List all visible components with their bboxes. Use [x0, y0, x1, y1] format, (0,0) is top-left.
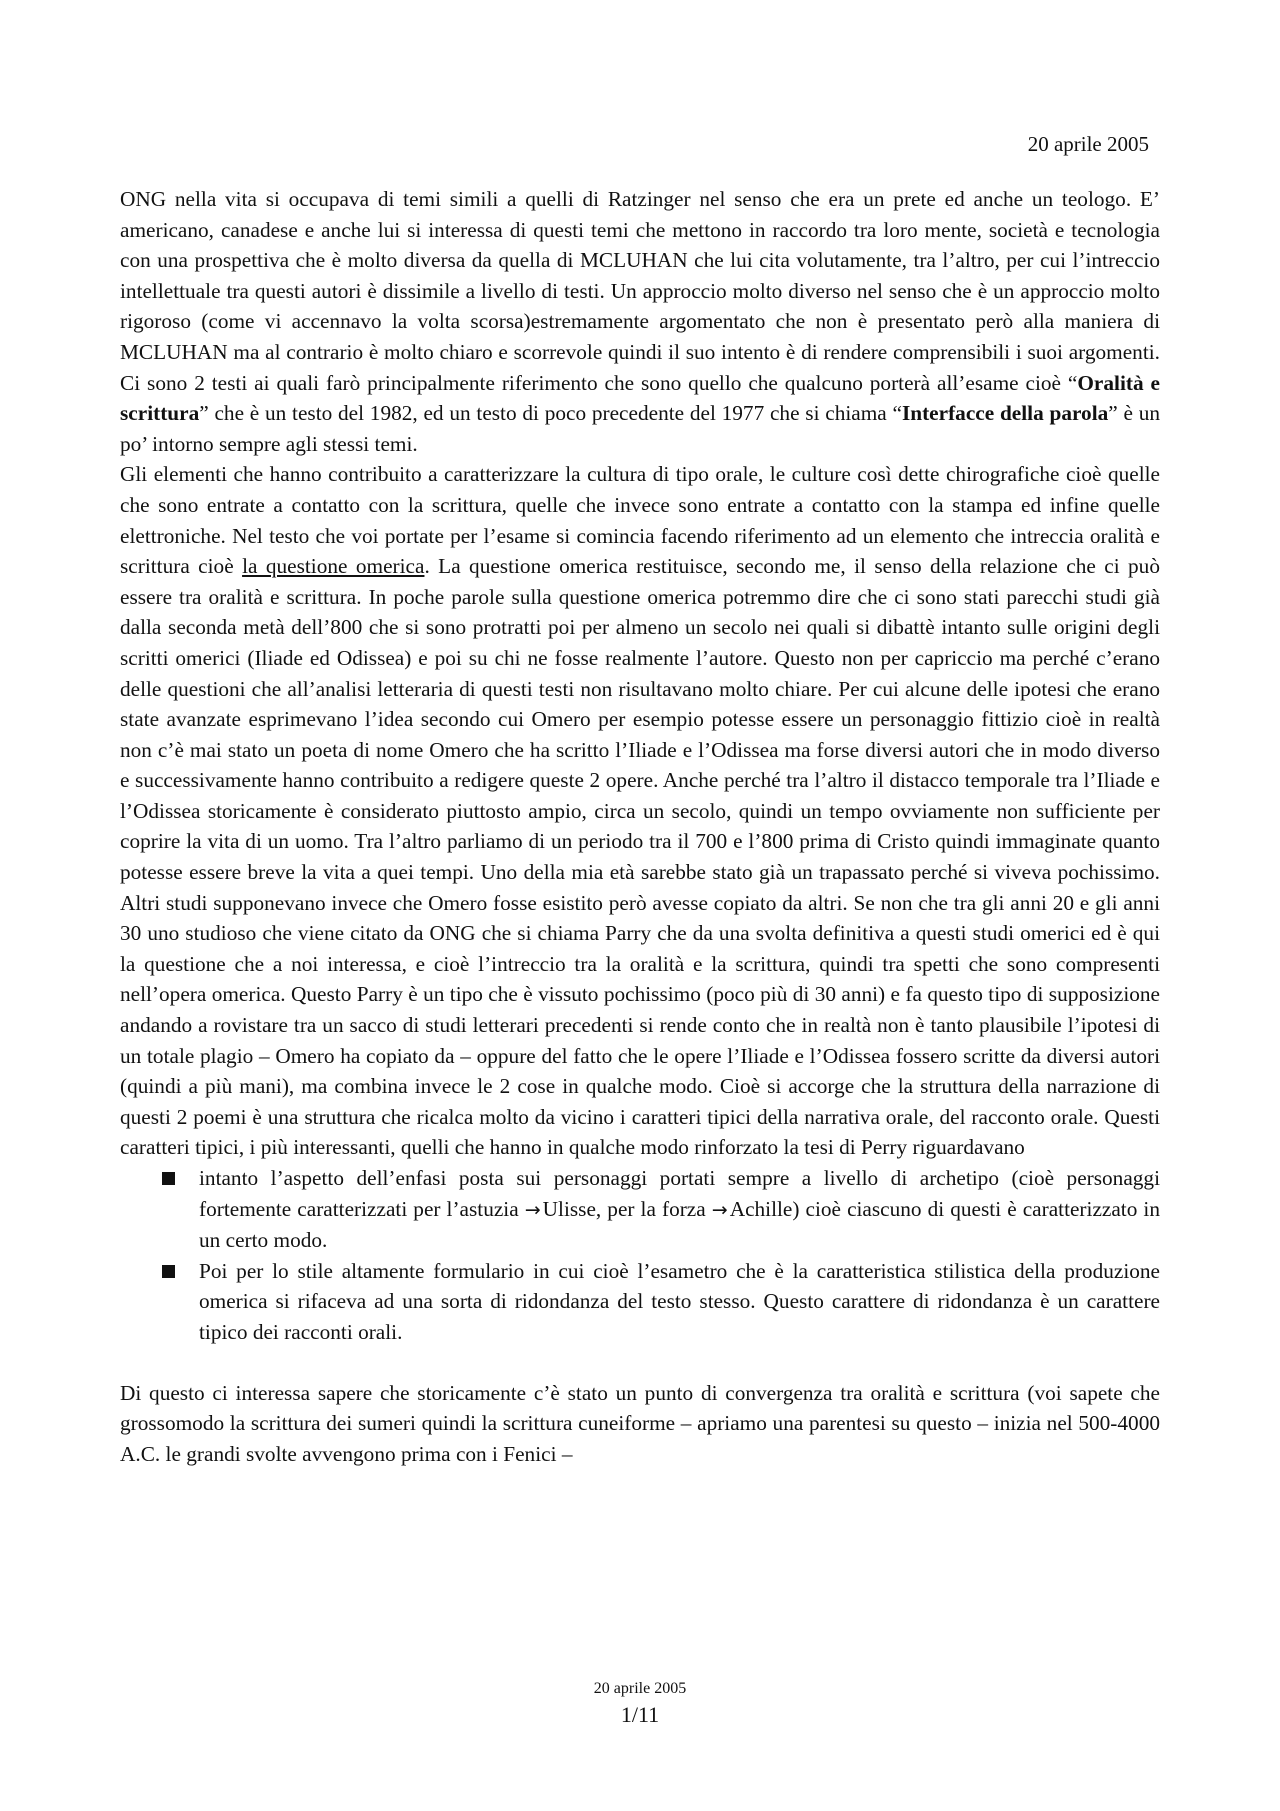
header-date: 20 aprile 2005 — [1027, 132, 1149, 156]
arrow-right-icon: → — [711, 1198, 728, 1221]
paragraph-questione-omerica — [120, 459, 1160, 1163]
paragraph-convergenza — [120, 1378, 1160, 1470]
underlined-term: la questione omerica — [242, 554, 425, 579]
book-title-oralita: Oralità e scrittura — [120, 370, 1160, 426]
text-run: Poi per lo stile altamente formulario in cui cioè l’esametro che è la caratteristica stilistica della produzione omerica si rifaceva ad una sorta di ridondanza del testo stesso. Questo carattere di ridondanza è un carattere tipico dei racconti orali. — [199, 1258, 1160, 1344]
body-text — [120, 184, 1160, 1469]
text-run: Ulisse, per la forza — [542, 1196, 712, 1221]
arrow-right-icon: → — [524, 1198, 541, 1221]
footer-date: 20 aprile 2005 — [593, 1680, 687, 1697]
square-bullet-icon — [162, 1172, 175, 1185]
text-run: Gli elementi che hanno contribuito a caratterizzare la cultura di tipo orale, le culture così dette chirografiche cioè quelle che sono entrate a contatto con la scrittura, quelle che invece sono entrate a contatto con la stampa ed infine quelle elettroniche. Nel testo che voi portate per l’esame si comincia facendo riferimento ad un elemento che intreccia oralità e scrittura cioè — [120, 462, 1160, 579]
text-run: ” è un po’ intorno sempre agli stessi temi. — [120, 401, 1160, 456]
bullet-item — [199, 1256, 1160, 1348]
paragraph-spacer — [120, 1348, 1160, 1378]
text-run: Achille) cioè ciascuno di questi è caratterizzato in un certo modo. — [199, 1196, 1160, 1253]
book-title-interfacce: Interfacce della parola — [901, 401, 1109, 426]
square-bullet-icon — [162, 1265, 175, 1278]
paragraph-intro — [120, 184, 1160, 459]
bullet-list — [120, 1163, 1160, 1348]
page-number: 1/11 — [620, 1702, 660, 1727]
text-run: Di questo ci interessa sapere che storicamente c’è stato un punto di convergenza tra oralità e scrittura (voi sapete che grossomodo la scrittura dei sumeri quindi la scrittura cuneiforme – apriamo una parentesi su questo – inizia nel 500-4000 A.C. le grandi svolte avvengono prima con i Fenici – — [120, 1380, 1160, 1466]
text-run: ONG nella vita si occupava di temi simili a quelli di Ratzinger nel senso che era un prete ed anche un teologo. E’ americano, canadese e anche lui si interessa di questi temi che mettono in raccordo tra loro mente, società e tecnologia con una prospettiva che è molto diversa da quella di MCLUHAN che lui cita volutamente, tra l’altro, per cui l’intreccio intellettuale tra questi autori è dissimile a livello di testi. Un approccio molto diverso nel senso che è un approccio molto rigoroso (come vi accennavo la volta scorsa)estremamente argomentato che non è presentato però alla maniera di MCLUHAN ma al contrario è molto chiaro e scorrevole quindi il suo intento è di rendere comprensibili i suoi argomenti. Ci sono 2 testi ai quali farò principalmente riferimento che sono quello che qualcuno porterà all’esame cioè “ — [120, 187, 1160, 395]
text-run: intanto l’aspetto dell’enfasi posta sui personaggi portati sempre a livello di archetipo (cioè personaggi fortemente caratterizzati per l’astuzia — [199, 1166, 1160, 1221]
text-run: . La questione omerica restituisce, secondo me, il senso della relazione che ci può essere tra oralità e scrittura. In poche parole sulla questione omerica potremmo dire che ci sono stati parecchi studi già dalla seconda metà dell’800 che si sono protratti poi per almeno un secolo nei quali si dibattè intanto sulle origini degli scritti omerici (Iliade ed Odissea) e poi su chi ne fosse realmente l’autore. Questo non per capriccio ma perché c’erano delle questioni che all’analisi letteraria di questi testi non risultavano molto chiare. Per cui alcune delle ipotesi che erano state avanzate esprimevano l’idea secondo cui Omero per esempio potesse essere un personaggio fittizio cioè in realtà non c’è mai stato un poeta di nome Omero che ha scritto l’Iliade e l’Odissea ma forse diversi autori che in modo diverso e successivamente hanno contribuito a redigere queste 2 opere. Anche perché tra l’altro il distacco temporale tra l’Iliade e l’Odissea storicamente è considerato piuttosto ampio, circa un secolo, quindi un tempo ovviamente non sufficiente per coprire la vita di un uomo. Tra l’altro parliamo di un periodo tra il 700 e l’800 prima di Cristo quindi immaginate quanto potesse essere breve la vita a quei tempi. Uno della mia età sarebbe stato già un trapassato perché si viveva pochissimo. Altri studi supponevano invece che Omero fosse esistito però avesse copiato da altri. Se non che tra gli anni 20 e gli anni 30 uno studioso che viene citato da ONG che si chiama Parry che da una svolta definitiva a questi studi omerici ed è qui la questione che a noi interessa, e cioè l’intreccio tra la oralità e la scrittura, quindi tra spetti che sono compresenti nell’opera omerica. Questo Parry è un tipo che è vissuto pochissimo (poco più di 30 anni) e fa questo tipo di supposizione andando a rovistare tra un sacco di studi letterari precedenti si rende conto che in realtà non è tanto plausibile l’ipotesi di un totale plagio – Omero ha copiato da – oppure del fatto che le opere l’Iliade e l’Odissea fossero scritte da diversi autori (quindi a più mani), ma combina invece le 2 cose in qualche modo. Cioè si accorge che la struttura della narrazione di questi 2 poemi è una struttura che ricalca molto da vicino i caratteri tipici della narrativa orale, del racconto orale. Questi caratteri tipici, i più interessanti, quelli che hanno in qualche modo rinforzato la tesi di Perry riguardavano — [120, 554, 1160, 1160]
text-run: ” che è un testo del 1982, ed un testo di poco precedente del 1977 che si chiama “ — [199, 401, 902, 426]
bullet-item — [199, 1163, 1160, 1256]
